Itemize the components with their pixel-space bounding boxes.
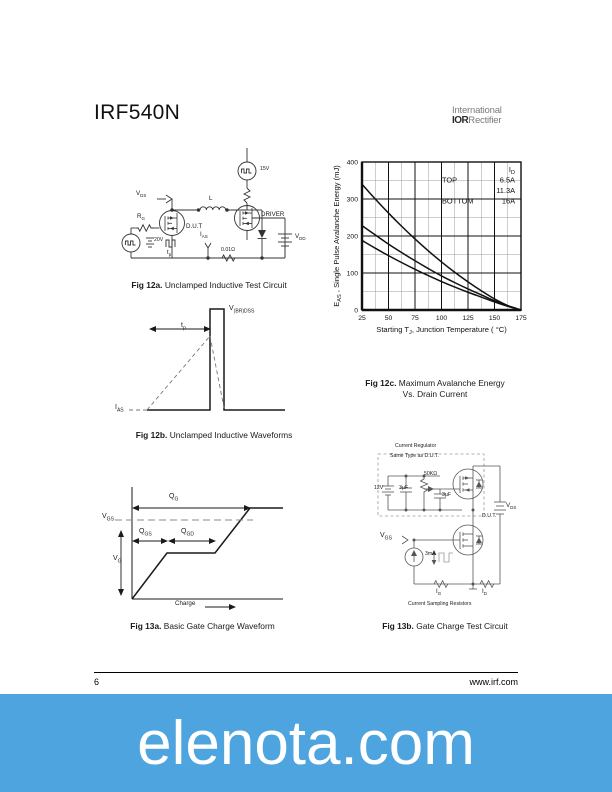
figure-12b-caption-text: Unclamped Inductive Waveforms [169, 430, 293, 440]
label-vg: $V_G$ [113, 555, 122, 565]
figure-12a-caption-label: Fig 12a. [131, 280, 163, 290]
page-title: IRF540N [94, 101, 181, 124]
y-axis-label: $E_{AS}$ , Single Pulse Avalanche Energy (mJ) [332, 165, 343, 307]
label-vgs: $V_{GS}$ [380, 532, 392, 542]
y-tick-label: 100 [346, 270, 358, 278]
figure-12b-caption-label: Fig 12b. [135, 430, 168, 440]
y-tick-label: 0 [354, 307, 358, 315]
figure-12c-caption-label: Fig 12c. [365, 378, 397, 388]
x-tick-label: 175 [515, 315, 527, 322]
legend-value: 11.3A [496, 186, 515, 195]
x-tick-label: 150 [488, 315, 501, 322]
figure-12c-caption-line1: Maximum Avalanche Energy [398, 378, 505, 388]
figure-13b-circuit [372, 442, 547, 612]
figure-12a-caption-text: Unclamped Inductive Test Circuit [164, 280, 287, 290]
label-ig: $I_G$ [436, 588, 442, 597]
page-number: 6 [94, 677, 100, 687]
footer-divider [94, 672, 518, 673]
y-tick-label: 200 [346, 233, 358, 241]
label-charge: Charge [175, 600, 196, 607]
figure-13b-caption-text: Gate Charge Test Circuit [416, 621, 508, 631]
label-tp: $t_p$ [167, 249, 172, 258]
label-driver: DRIVER [261, 211, 285, 218]
label-20v: 20V [154, 237, 164, 243]
label-qgs: $Q_{GS}$ [139, 528, 152, 538]
avalanche-energy-chart [330, 152, 530, 352]
label-current-sampling-resistors: Current Sampling Resistors [408, 601, 472, 607]
figure-13a-caption [80, 621, 325, 632]
label-tp: $t_p$ [181, 322, 186, 332]
logo-line-rectifier: Rectifier [468, 114, 502, 126]
label-vbrdss: $V_{(BR)DSS}$ [229, 305, 255, 315]
label-vds: $V_{DS}$ [506, 502, 517, 511]
figure-13b-caption-label: Fig 13b. [382, 621, 414, 631]
label-same-type-as-dut: Same Type as D.U.T. [390, 453, 439, 459]
figure-12c-caption-line2: Vs. Drain Current [402, 389, 468, 400]
label-rg: $R_G$ [137, 213, 145, 222]
legend-position: BOTTOM [442, 196, 474, 206]
label-ias: $I_{AS}$ [200, 231, 208, 240]
x-tick-label: 25 [358, 315, 366, 322]
label-ias: $I_{AS}$ [115, 404, 124, 414]
logo-mark-ior: IOR [452, 114, 469, 126]
figure-12c-caption [340, 378, 530, 401]
label-qg: $Q_G$ [169, 493, 179, 503]
x-tick-label: 125 [462, 315, 474, 322]
legend-value: 16A [501, 196, 515, 206]
label-vgs: $V_{GS}$ [102, 513, 114, 523]
logo-line-international: International [452, 105, 502, 116]
label-12v: 12V [374, 485, 384, 491]
label-current-regulator: Current Regulator [395, 443, 437, 449]
figure-12c-chart [330, 152, 530, 352]
figure-13a-caption-text: Basic Gate Charge Waveform [163, 621, 275, 631]
y-tick-label: 300 [346, 196, 358, 204]
figure-12a-circuit [110, 148, 320, 288]
figure-12a-caption [94, 280, 324, 291]
label-vds: $V_{DS}$ [136, 190, 147, 199]
label-50k-resistor: 50KΩ [424, 471, 438, 477]
label-vdd: $V_{DD}$ [295, 233, 306, 242]
company-logo [452, 106, 542, 126]
label-dut: D.U.T [186, 223, 203, 230]
label-cap-3uf-2: 3µF [442, 492, 452, 498]
label-id: $I_D$ [482, 588, 487, 597]
label-shunt-resistor: 0.01Ω [221, 247, 235, 253]
legend-value: 6.5A [499, 175, 515, 185]
x-tick-label: 50 [384, 315, 393, 322]
label-15v: 15V [260, 166, 270, 172]
legend-header: $I_D$ [508, 165, 515, 176]
label-inductor: L [209, 195, 213, 202]
label-dut: D.U.T. [482, 513, 497, 519]
label-cap-3uf-1: 3µF [399, 485, 409, 491]
legend-position: TOP [442, 175, 458, 185]
label-3ma: 3mA [425, 551, 436, 557]
y-tick-label: 400 [346, 159, 358, 167]
x-tick-label: 75 [411, 315, 419, 322]
figure-13a-caption-label: Fig 13a. [130, 621, 162, 631]
x-axis-label: Starting $T_J$, Junction Temperature ( °C) [376, 325, 507, 336]
watermark-text: elenota.com [137, 708, 475, 778]
figure-12b-caption [94, 430, 334, 441]
figure-12b-waveform [115, 298, 305, 423]
label-qgd: $Q_{GD}$ [181, 528, 194, 538]
figure-13a-waveform [102, 483, 310, 608]
footer-url: www.irf.com [469, 677, 518, 687]
figure-13b-caption [330, 621, 560, 632]
x-tick-label: 100 [435, 315, 448, 322]
